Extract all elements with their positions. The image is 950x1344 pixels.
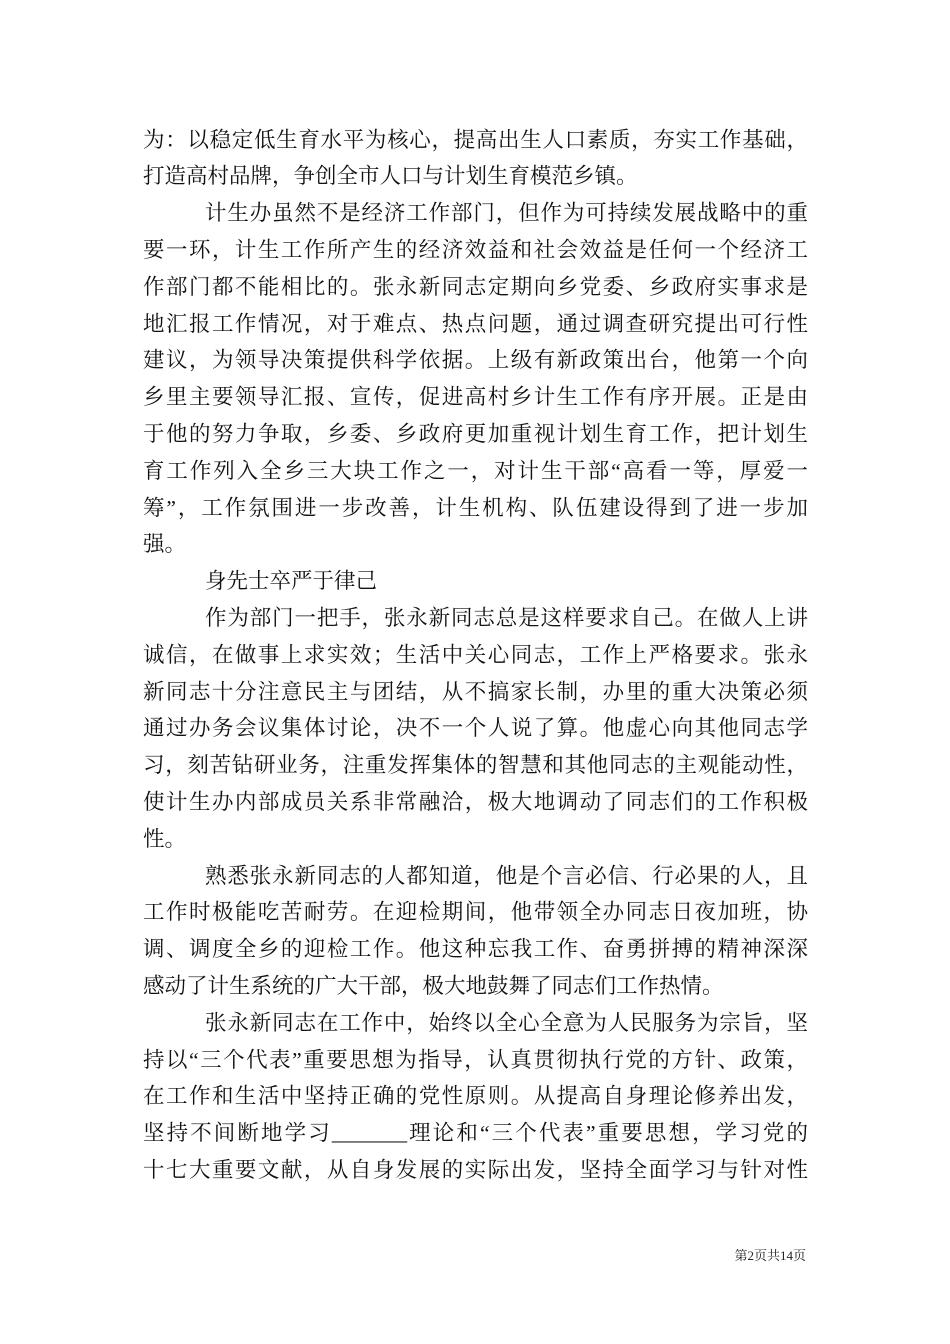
- section-heading: 身先士卒严于律己: [205, 569, 378, 594]
- text-line: 诚信，在做事上求实效；生活中关心同志，工作上严格要求。张永: [143, 642, 808, 667]
- text-line: 十七大重要文献，从自身发展的实际出发，坚持全面学习与针对性: [143, 1157, 808, 1182]
- text-line: 要一环，计生工作所产生的经济效益和社会效益是任何一个经济工: [143, 237, 808, 262]
- text-line: 地汇报工作情况，对于难点、热点问题，通过调查研究提出可行性: [143, 311, 808, 336]
- text-line: 工作时极能吃苦耐劳。在迎检期间，他带领全办同志日夜加班，协: [143, 900, 808, 925]
- paragraph: [143, 858, 808, 1005]
- text-line: 建议，为领导决策提供科学依据。上级有新政策出台，他第一个向: [143, 348, 808, 373]
- text-line: 作部门都不能相比的。张永新同志定期向乡党委、乡政府实事求是: [143, 274, 808, 299]
- text-line: 使计生办内部成员关系非常融洽，极大地调动了同志们的工作积极: [143, 789, 808, 814]
- text-line: 计生办虽然不是经济工作部门，但作为可持续发展战略中的重: [205, 201, 808, 226]
- paragraph: [143, 600, 808, 858]
- text-line: 为：以稳定低生育水平为核心，提高出生人口素质，夯实工作基础，: [143, 127, 808, 152]
- document-body: [143, 122, 808, 1189]
- text-line: 持以“三个代表”重要思想为指导，认真贯彻执行党的方针、政策，: [143, 1047, 808, 1072]
- page-number: 第2页共14页: [734, 1248, 806, 1263]
- text-line: 通过办务会议集体讨论，决不一个人说了算。他虚心向其他同志学: [143, 716, 808, 741]
- text-line: 习，刻苦钻研业务，注重发挥集体的智慧和其他同志的主观能动性，: [143, 753, 808, 778]
- paragraph: [143, 563, 808, 600]
- text-line: 张永新同志在工作中，始终以全心全意为人民服务为宗旨，坚: [205, 1010, 808, 1035]
- text-line: 强。: [143, 532, 187, 557]
- text-line: 育工作列入全乡三大块工作之一，对计生干部“高看一等，厚爱一: [143, 458, 808, 483]
- text-line: 打造高村品牌，争创全市人口与计划生育模范乡镇。: [143, 164, 638, 189]
- text-line: 于他的努力争取，乡委、乡政府更加重视计划生育工作，把计划生: [143, 421, 808, 446]
- text-line: 性。: [143, 826, 187, 851]
- text-line: 乡里主要领导汇报、宣传，促进高村乡计生工作有序开展。正是由: [143, 385, 808, 410]
- paragraph: [143, 1005, 808, 1189]
- text-line: 筹”，工作氛围进一步改善，计生机构、队伍建设得到了进一步加: [143, 495, 808, 520]
- text-line: 调、调度全乡的迎检工作。他这种忘我工作、奋勇拼搏的精神深深: [143, 937, 808, 962]
- text-line: 在工作和生活中坚持正确的党性原则。从提高自身理论修养出发，: [143, 1084, 808, 1109]
- text-line: 感动了计生系统的广大干部，极大地鼓舞了同志们工作热情。: [143, 973, 724, 998]
- text-line: 新同志十分注意民主与团结，从不搞家长制，办里的重大决策必须: [143, 679, 808, 704]
- text-line: 作为部门一把手，张永新同志总是这样要求自己。在做人上讲: [205, 605, 808, 630]
- text-line: 坚持不间断地学习_______理论和“三个代表”重要思想，学习党的: [143, 1121, 808, 1146]
- text-line: 熟悉张永新同志的人都知道，他是个言必信、行必果的人，且: [205, 863, 808, 888]
- paragraph: [143, 195, 808, 563]
- paragraph: [143, 122, 808, 196]
